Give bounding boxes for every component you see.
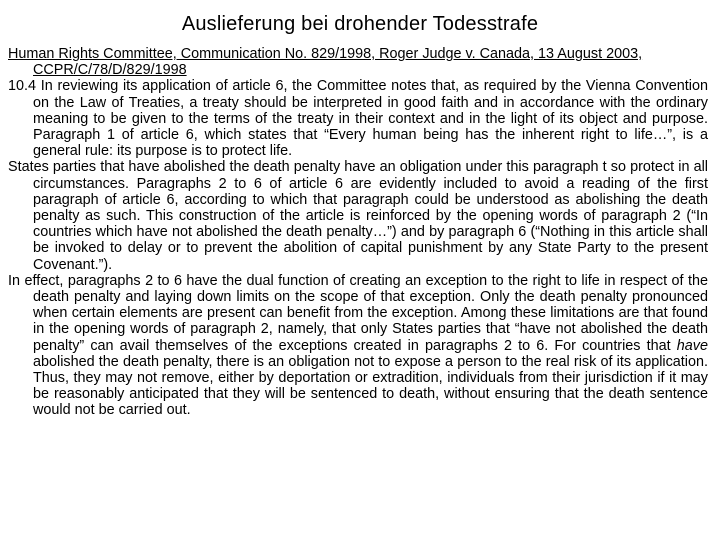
slide-title: Auslieferung bei drohender Todesstrafe	[181, 13, 539, 35]
paragraph-10-4: 10.4 In reviewing its application of article 6, the Committee notes that, as required by the Vienna Convention on the Law of Treaties, a treaty should be interpreted in good faith and in accordance with the ordinary meaning to be given to the terms of the treaty in their context and in the light of its object and purpose. Paragraph 1 of article 6, which states that “Every human being has the inherent right to life…”, is a general rule: its purpose is to protect life.	[8, 78, 708, 160]
source-citation: Human Rights Committee, Communication No. 829/1998, Roger Judge v. Canada, 13 August 2003, CCPR/C/78/D/829/1998	[8, 46, 643, 79]
paragraph-text-end: abolished the death penalty, there is an obligation not to expose a person to the real risk of its application. Thus, they may not remove, either by deportation or extradition, individuals from their jurisdiction if it may be reasonably anticipated that they will be sentenced to death, without ensuring that the death sentence would not be carried out.	[33, 353, 708, 419]
emphasis-word: have	[676, 337, 708, 354]
paragraph-text-start: In effect, paragraphs 2 to 6 have the dual function of creating an exception to the right to life in respect of the death penalty and laying down limits on the scope of that exception. Only the death penalty pronounced when certain elements are present can benefit from the exception. Among these limitations are that found in the opening words of paragraph 2, namely, that only States parties that “have not abolished the death penalty” can avail themselves of the exceptions created in paragraphs 2 to 6. For countries that	[8, 272, 708, 354]
paragraph-dual-function	[8, 273, 708, 419]
document-body	[8, 46, 708, 419]
paragraph-abolition: States parties that have abolished the death penalty have an obligation under this paragraph t so protect in all circumstances. Paragraphs 2 to 6 of article 6 are evidently included to avoid a reading of the first paragraph of article 6, according to which that paragraph could be understood as abolishing the death penalty as such. This construction of the article is reinforced by the opening words of paragraph 2 (“In countries which have not abolished the death penalty…”) and by paragraph 6 (“Nothing in this article shall be invoked to delay or to prevent the abolition of capital punishment by any State Party to the present Covenant.”).	[8, 159, 708, 273]
